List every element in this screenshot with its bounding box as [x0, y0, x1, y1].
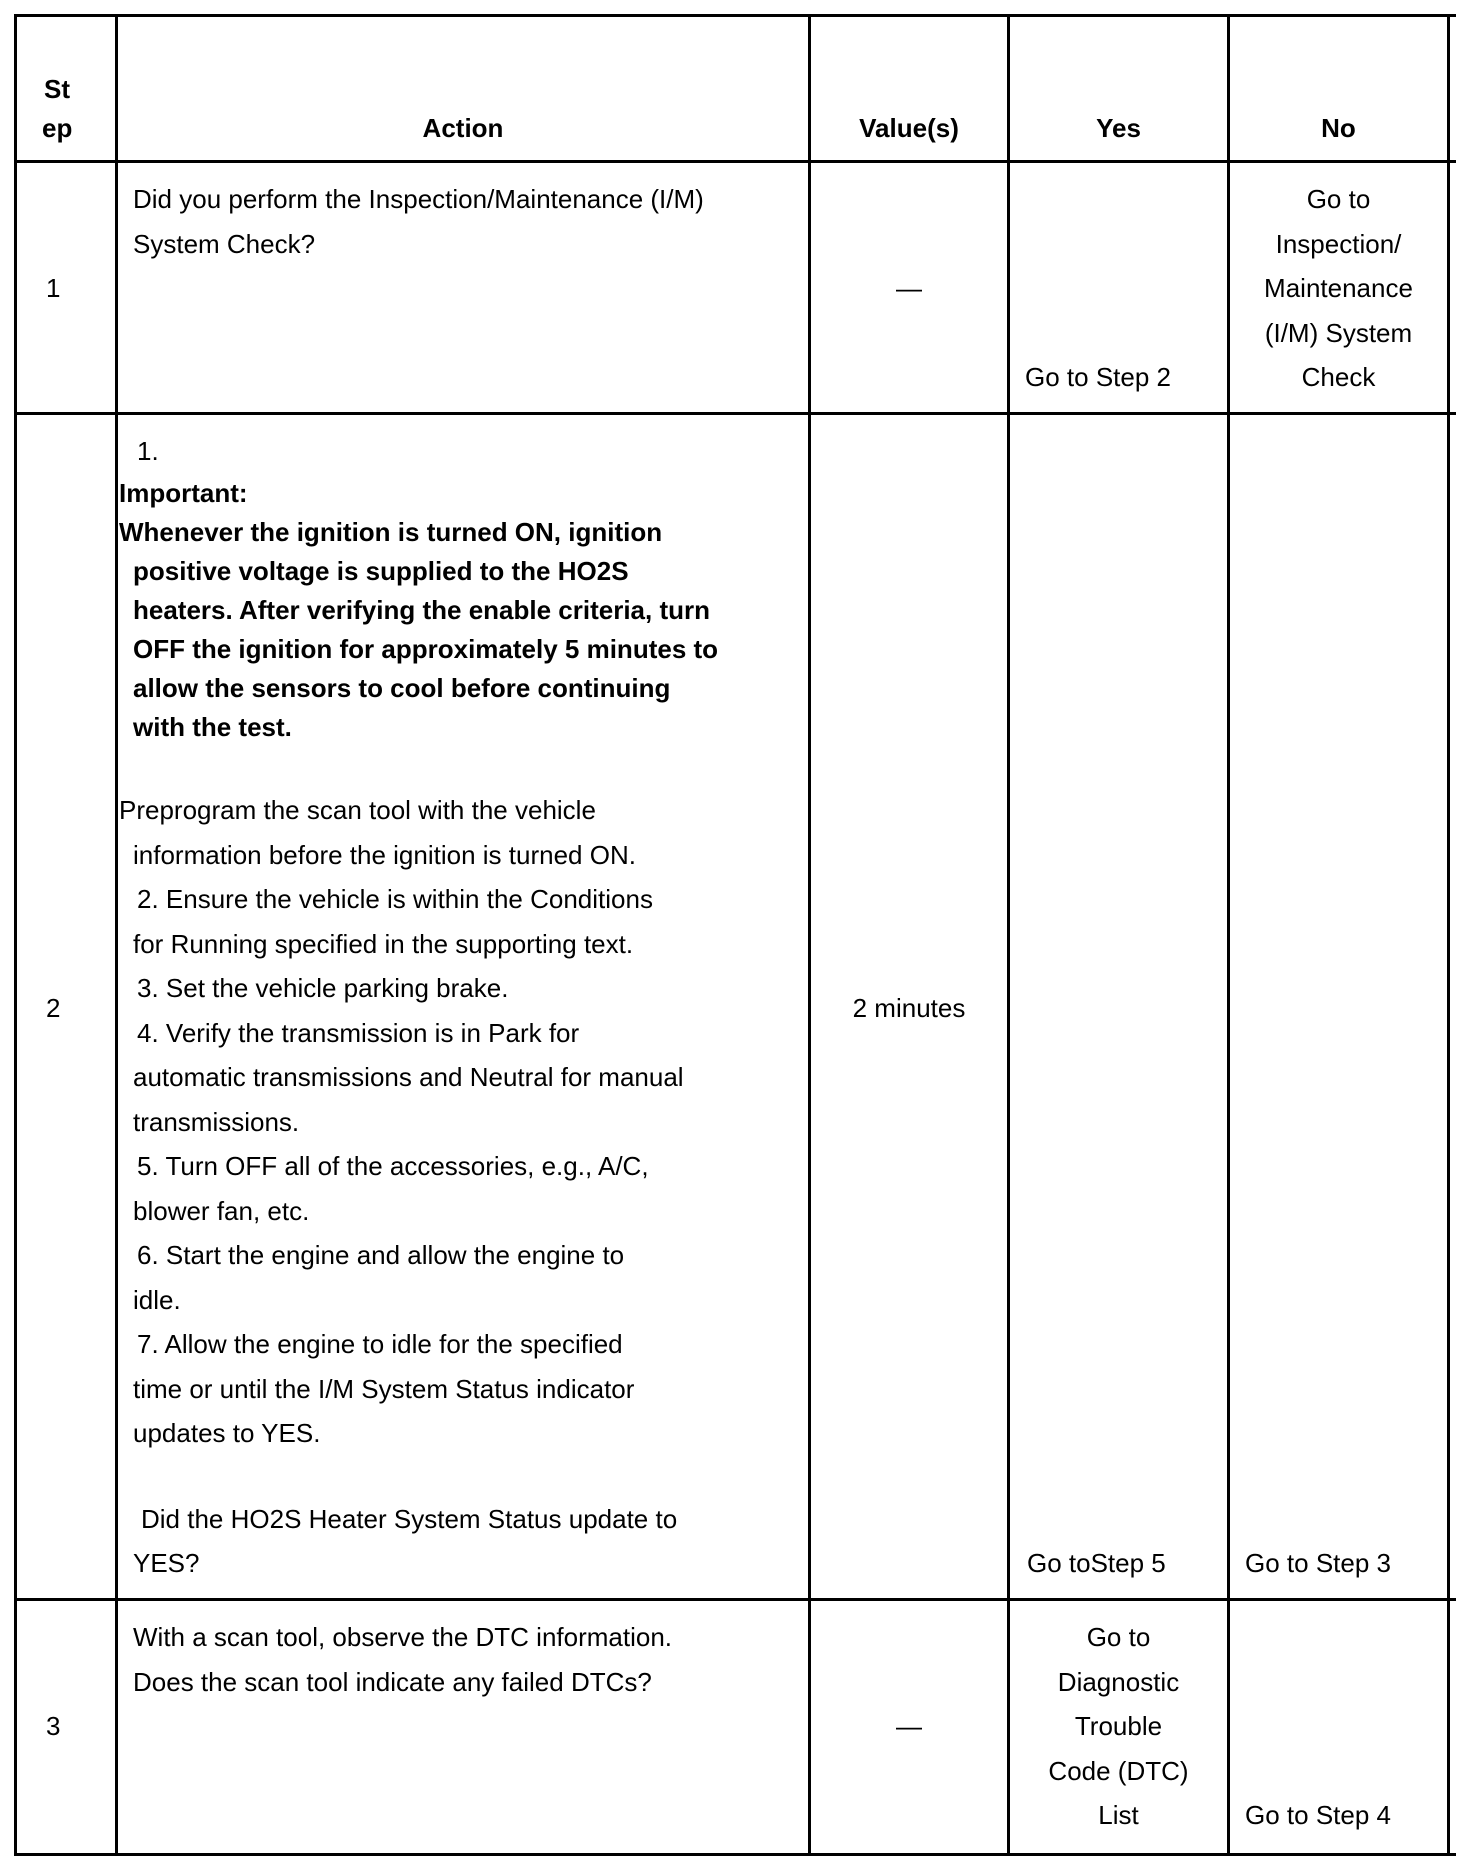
row1-no-line: Maintenance: [1264, 273, 1413, 303]
row2-step-line: updates to YES.: [133, 1418, 321, 1448]
row2-important-line: allow the sensors to cool before continuing: [133, 673, 671, 703]
row2-step-line: 6. Start the engine and allow the engine to: [137, 1240, 625, 1270]
header-step-line2: ep: [42, 113, 73, 143]
row1-action-line: Did you perform the Inspection/Maintenance (I/M): [133, 184, 704, 214]
row3-yes-line: List: [1098, 1800, 1139, 1830]
row3-value: —: [896, 1711, 922, 1741]
row2-no: Go to Step 3: [1245, 1548, 1391, 1578]
row3-no: Go to Step 4: [1245, 1800, 1391, 1830]
grid-line: [14, 160, 1456, 163]
grid-line: [1007, 14, 1010, 1856]
row1-step: 1: [46, 273, 61, 303]
row1-no-line: Check: [1301, 362, 1376, 392]
row1-no-line: Inspection/: [1275, 229, 1402, 259]
row2-step-line: automatic transmissions and Neutral for manual: [133, 1062, 684, 1092]
row2-step-line: 5. Turn OFF all of the accessories, e.g., A/C,: [137, 1151, 649, 1181]
row2-step-line: 4. Verify the transmission is in Park for: [137, 1018, 580, 1048]
row1-no-line: (I/M) System: [1264, 318, 1413, 348]
row2-step-line: 2. Ensure the vehicle is within the Conditions: [137, 884, 653, 914]
row2-important-line: heaters. After verifying the enable criteria, turn: [133, 595, 710, 625]
row1-no-line: Go to: [1306, 184, 1371, 214]
row3-yes-line: Trouble: [1074, 1711, 1163, 1741]
row3-step: 3: [46, 1711, 61, 1741]
row2-preprogram-line: Preprogram the scan tool with the vehicle: [119, 795, 596, 825]
row3-action-line: With a scan tool, observe the DTC information.: [133, 1622, 673, 1652]
row2-step-line: for Running specified in the supporting text.: [133, 929, 634, 959]
row2-step-line: 3. Set the vehicle parking brake.: [137, 973, 509, 1003]
row3-yes-line: Go to: [1086, 1622, 1151, 1652]
row3-action-line: Does the scan tool indicate any failed DTCs?: [133, 1667, 652, 1697]
row2-important-line: OFF the ignition for approximately 5 minutes to: [133, 634, 719, 664]
row1-value: —: [896, 273, 922, 303]
row2-preprogram-line: information before the ignition is turned ON.: [133, 840, 636, 870]
grid-line: [14, 14, 1456, 17]
row2-important-label: Important:: [119, 478, 248, 508]
row2-question-line: Did the HO2S Heater System Status update to: [141, 1504, 678, 1534]
row1-yes: Go to Step 2: [1025, 362, 1171, 392]
row2-important-line: Whenever the ignition is turned ON, ignition: [119, 517, 663, 547]
row3-yes-line: Code (DTC): [1048, 1756, 1189, 1786]
grid-line: [14, 1598, 1456, 1601]
header-action: Action: [422, 113, 504, 143]
grid-line: [115, 14, 118, 1856]
header-no: No: [1321, 113, 1356, 143]
row3-yes-line: Diagnostic: [1057, 1667, 1180, 1697]
grid-line: [14, 1853, 1456, 1856]
header-yes: Yes: [1096, 113, 1141, 143]
header-values: Value(s): [859, 113, 959, 143]
row2-step-line: idle.: [133, 1285, 181, 1315]
row2-item1: 1.: [137, 436, 159, 466]
row2-step-line: time or until the I/M System Status indicator: [133, 1374, 635, 1404]
row2-yes: Go toStep 5: [1027, 1548, 1166, 1578]
row2-question-line: YES?: [133, 1548, 200, 1578]
row2-step-line: blower fan, etc.: [133, 1196, 310, 1226]
row2-step-line: transmissions.: [133, 1107, 300, 1137]
grid-line: [14, 14, 17, 1856]
grid-line: [14, 412, 1456, 415]
row2-step-line: 7. Allow the engine to idle for the specified: [137, 1329, 623, 1359]
row2-value: 2 minutes: [852, 993, 966, 1023]
row2-step: 2: [46, 993, 61, 1023]
grid-line: [1447, 14, 1450, 1856]
row2-important-line: with the test.: [133, 712, 292, 742]
row1-action-line: System Check?: [133, 229, 316, 259]
header-step-line1: St: [44, 74, 70, 104]
row2-important-line: positive voltage is supplied to the HO2S: [133, 556, 629, 586]
